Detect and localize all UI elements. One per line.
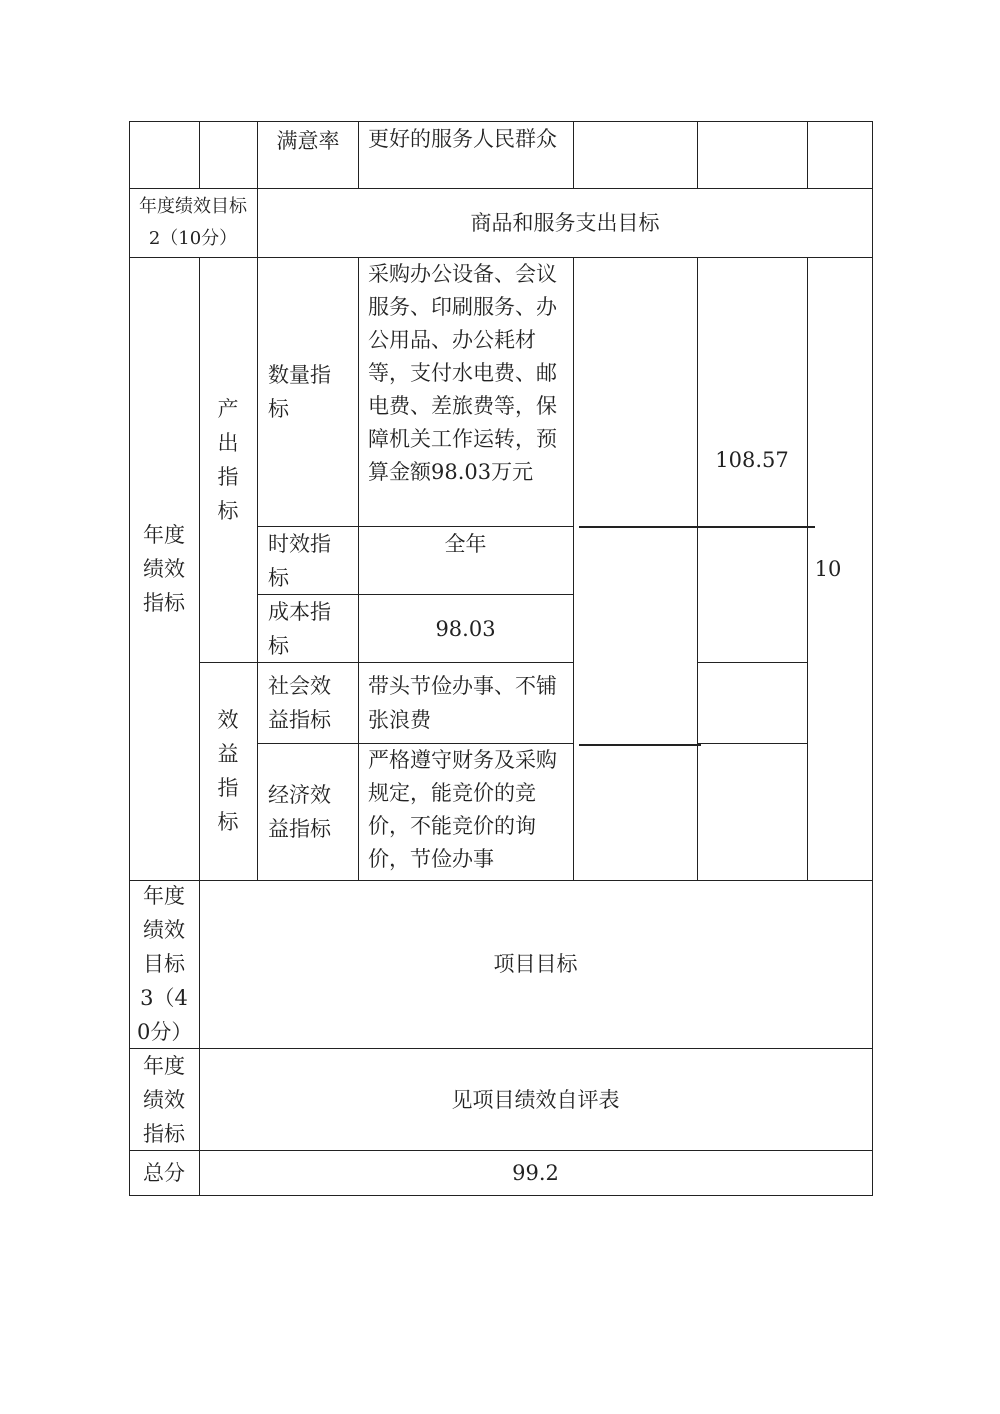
output-indicator-label: 产出指标 — [217, 397, 239, 523]
grid-line — [257, 121, 258, 189]
benefit-label-cell — [199, 662, 257, 880]
total-label-cell — [129, 1151, 199, 1195]
satisfaction-content-cell — [358, 122, 573, 188]
cost-content-cell — [358, 595, 573, 662]
output-label-cell — [199, 258, 257, 662]
grid-line — [257, 526, 573, 527]
economic-indicator-name: 经济效益指标 — [268, 783, 331, 841]
grid-line — [697, 743, 807, 744]
grid-line — [807, 257, 808, 880]
social-content-cell — [358, 663, 573, 743]
economic-content: 严格遵守财务及采购规定，能竞价的竞价，不能竞价的询价，节俭办事 — [368, 748, 557, 871]
goal2-label-cell — [129, 189, 257, 257]
grid-line — [129, 880, 873, 881]
social-content: 带头节俭办事、不铺张浪费 — [368, 674, 557, 732]
grid-line — [579, 526, 815, 528]
satisfaction-content: 更好的服务人民群众 — [368, 127, 557, 151]
grid-line — [199, 880, 200, 1196]
benefit-indicator-label: 效益指标 — [217, 708, 239, 834]
grid-line — [257, 743, 573, 744]
grid-line — [257, 188, 258, 258]
grid-line — [129, 188, 873, 189]
score-value: 10 — [814, 557, 842, 581]
grid-line — [257, 594, 573, 595]
social-name-cell — [258, 663, 358, 743]
quantity-name-cell — [258, 258, 358, 526]
cost-indicator-name: 成本指标 — [268, 600, 331, 658]
grid-line — [199, 662, 573, 663]
grid-line — [807, 121, 808, 189]
goal3-label: 年度绩效目标3（40分） — [137, 884, 193, 1044]
goal3-title: 项目目标 — [493, 952, 578, 976]
total-label: 总分 — [143, 1161, 185, 1185]
grid-line — [573, 257, 574, 880]
actual-value: 108.57 — [715, 448, 789, 472]
indicators2-content: 见项目绩效自评表 — [451, 1087, 620, 1112]
goal2-title: 商品和服务支出目标 — [470, 211, 660, 235]
total-value: 99.2 — [512, 1161, 559, 1185]
timeliness-name-cell — [258, 527, 358, 594]
grid-line — [129, 121, 130, 1196]
actual-value-cell — [697, 400, 807, 520]
goal3-title-cell — [199, 881, 872, 1047]
timeliness-indicator-name: 时效指标 — [268, 532, 331, 590]
indicators2-label-cell — [129, 1049, 199, 1150]
quantity-content: 采购办公设备、会议服务、印刷服务、办公用品、办公耗材等，支付水电费、邮电费、差旅费等，保障机关工作运转，预算金额98.03万元 — [368, 262, 557, 484]
indicators2-label: 年度绩效指标 — [143, 1053, 185, 1146]
cost-name-cell — [258, 595, 358, 662]
grid-line — [573, 121, 574, 189]
quantity-indicator-name: 数量指标 — [268, 363, 331, 421]
total-value-cell — [199, 1151, 872, 1195]
goal2-label: 年度绩效目标2（10分） — [139, 196, 247, 249]
timeliness-content: 全年 — [444, 532, 487, 556]
satisfaction-indicator-cell — [258, 122, 358, 188]
score-cell — [808, 258, 848, 880]
grid-line — [579, 744, 701, 746]
grid-line — [129, 1048, 873, 1049]
economic-name-cell — [258, 744, 358, 880]
grid-line — [872, 121, 873, 1196]
grid-line — [257, 257, 258, 880]
grid-line — [129, 121, 873, 122]
cost-content: 98.03 — [435, 616, 496, 641]
satisfaction-indicator-label: 满意率 — [276, 129, 340, 153]
social-indicator-name: 社会效益指标 — [268, 674, 331, 732]
grid-line — [199, 257, 200, 880]
goal2-title-cell — [258, 189, 872, 257]
grid-line — [129, 1150, 873, 1151]
quantity-content-cell — [358, 258, 573, 526]
goal3-label-cell — [129, 881, 199, 1047]
indicator-group-label-cell — [129, 258, 199, 880]
grid-line — [697, 121, 698, 189]
indicator-group-label: 年度绩效指标 — [143, 523, 185, 615]
grid-line — [199, 121, 200, 189]
grid-line — [129, 257, 873, 258]
economic-content-cell — [358, 744, 573, 880]
grid-line — [358, 257, 359, 880]
timeliness-content-cell — [358, 527, 573, 594]
indicators2-content-cell — [199, 1049, 872, 1150]
grid-line — [697, 257, 698, 880]
grid-line — [129, 1195, 873, 1196]
grid-line — [697, 662, 807, 663]
grid-line — [358, 121, 359, 189]
